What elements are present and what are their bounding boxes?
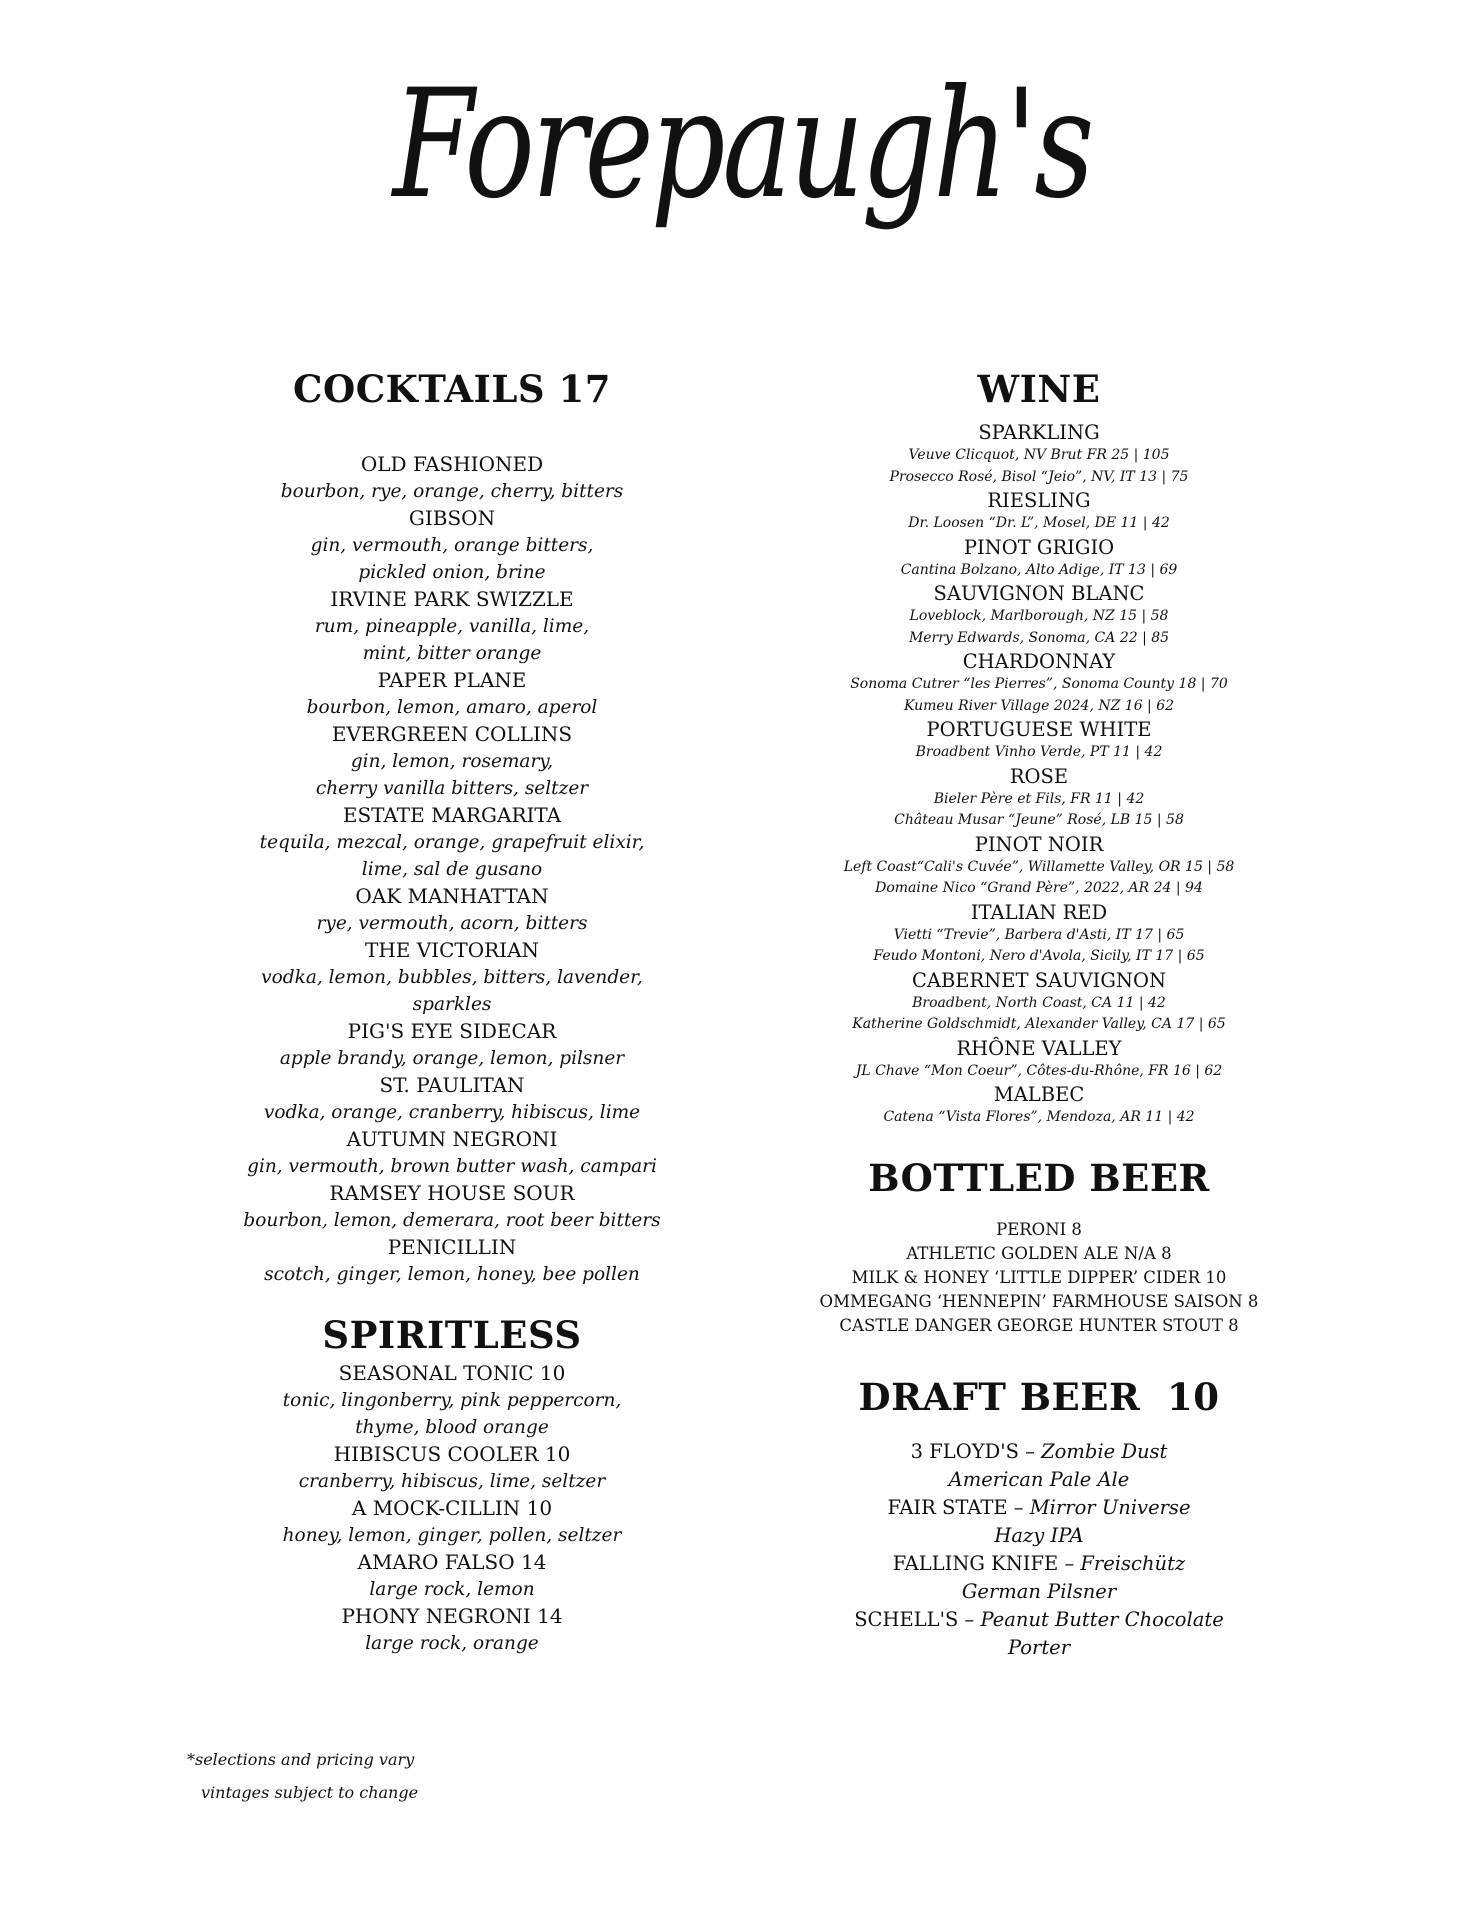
cocktails-heading: COCKTAILS 17: [293, 367, 611, 411]
spiritless-name: PHONY NEGRONI 14: [341, 1604, 563, 1628]
wine-entry: Broadbent Vinho Verde, PT 11 | 42: [915, 744, 1163, 760]
cocktail-name: PIG'S EYE SIDECAR: [347, 1019, 557, 1043]
cocktail-name: OLD FASHIONED: [360, 452, 544, 476]
wine-category-name: ROSE: [1009, 764, 1069, 788]
draft-beer-line: [817, 1494, 1261, 1522]
cocktail-ingredients: gin, vermouth, brown butter wash, campari: [247, 1156, 657, 1177]
draft-beer-name: Zombie Dust: [1041, 1439, 1168, 1463]
spiritless-ingredients: tonic, lingonberry, pink peppercorn, thyme, blood orange: [282, 1390, 622, 1438]
spiritless-item: [230, 1495, 674, 1549]
wine-category: [817, 832, 1261, 900]
wine-category: [817, 1036, 1261, 1083]
wine-entry: Loveblock, Marlborough, NZ 15 | 58: [909, 608, 1169, 624]
wine-category-name: RHÔNE VALLEY: [956, 1036, 1122, 1060]
draft-beer-line: [817, 1550, 1261, 1578]
cocktail-item: [230, 505, 674, 586]
wine-category: [817, 488, 1261, 535]
cocktail-ingredients: gin, vermouth, orange bitters, pickled onion, brine: [310, 535, 594, 583]
draft-beer-name: Freischütz: [1080, 1551, 1186, 1575]
cocktail-item: [230, 1126, 674, 1180]
cocktail-ingredients: vodka, orange, cranberry, hibiscus, lime: [263, 1102, 641, 1123]
wine-category-name: MALBEC: [993, 1083, 1085, 1106]
cocktail-ingredients: tequila, mezcal, orange, grapefruit elixir, lime, sal de gusano: [259, 832, 645, 880]
wine-entry: Kumeu River Village 2024, NZ 16 | 62: [903, 697, 1175, 714]
wine-heading: WINE: [977, 367, 1101, 411]
wine-entry: Feudo Montoni, Nero d'Avola, Sicily, IT 17 | 65: [873, 948, 1205, 964]
draft-beer-style: Porter: [1007, 1635, 1071, 1659]
cocktail-name: GIBSON: [408, 506, 496, 530]
wine-entry: Sonoma Cutrer “les Pierres”, Sonoma County 18 | 70: [850, 676, 1228, 692]
footnote-line-2: vintages subject to change: [201, 1783, 419, 1802]
wine-entry: Prosecco Rosé, Bisol “Jeio”, NV, IT 13 | 75: [889, 468, 1189, 485]
left-column: [230, 366, 674, 1657]
cocktail-name: ESTATE MARGARITA: [342, 803, 562, 827]
wine-category-name: CABERNET SAUVIGNON: [911, 968, 1167, 992]
wine-category: [817, 1082, 1261, 1129]
spiritless-ingredients: honey, lemon, ginger, pollen, seltzer: [282, 1525, 622, 1546]
draft-beer-item: [817, 1606, 1261, 1662]
spiritless-ingredients: large rock, lemon: [369, 1579, 535, 1600]
wine-category: [817, 420, 1261, 488]
draft-beer-style: German Pilsner: [961, 1579, 1117, 1603]
cocktail-name: AUTUMN NEGRONI: [346, 1127, 558, 1151]
cocktail-ingredients: rum, pineapple, vanilla, lime, mint, bitter orange: [314, 616, 590, 664]
wine-category: [817, 900, 1261, 968]
spiritless-item: [230, 1441, 674, 1495]
cocktail-name: EVERGREEN COLLINS: [331, 722, 573, 746]
wine-entry: Dr. Loosen “Dr. L”, Mosel, DE 11 | 42: [908, 515, 1170, 531]
wine-entry: Château Musar “Jeune” Rosé, LB 15 | 58: [894, 812, 1184, 828]
wine-category-name: SPARKLING: [978, 421, 1100, 444]
wine-category: [817, 717, 1261, 764]
spiritless-ingredients: large rock, orange: [365, 1633, 539, 1654]
cocktail-item: [230, 1072, 674, 1126]
right-column: [817, 366, 1261, 1662]
wine-category-name: PINOT GRIGIO: [963, 535, 1115, 559]
cocktail-ingredients: vodka, lemon, bubbles, bitters, lavender, sparkles: [261, 967, 643, 1015]
wine-entry: Catena “Vista Flores”, Mendoza, AR 11 | 42: [883, 1109, 1195, 1125]
wine-category-name: PORTUGUESE WHITE: [926, 718, 1152, 741]
draft-beer-item: [817, 1494, 1261, 1550]
cocktail-item: [230, 586, 674, 667]
wine-entry: Broadbent, North Coast, CA 11 | 42: [912, 994, 1166, 1011]
draft-beer-line: [817, 1606, 1261, 1634]
wine-category-name: CHARDONNAY: [962, 650, 1116, 673]
spiritless-heading: SPIRITLESS: [322, 1313, 582, 1357]
cocktail-ingredients: bourbon, lemon, amaro, aperol: [306, 697, 598, 718]
draft-beer-name: Peanut Butter Chocolate: [980, 1607, 1224, 1631]
spiritless-list: [230, 1360, 674, 1657]
spiritless-item: [230, 1360, 674, 1441]
cocktail-item: [230, 802, 674, 883]
spiritless-ingredients: cranberry, hibiscus, lime, seltzer: [298, 1471, 606, 1492]
spiritless-name: A MOCK-CILLIN 10: [351, 1496, 553, 1520]
cocktail-ingredients: bourbon, rye, orange, cherry, bitters: [280, 481, 624, 502]
bottled-beer-item: CASTLE DANGER GEORGE HUNTER STOUT 8: [839, 1315, 1239, 1335]
wine-entry: Domaine Nico “Grand Père”, 2022, AR 24 | 94: [875, 880, 1203, 896]
cocktail-name: PENICILLIN: [387, 1235, 517, 1259]
wine-entry: Veuve Clicquot, NV Brut FR 25 | 105: [908, 447, 1170, 463]
cocktail-ingredients: apple brandy, orange, lemon, pilsner: [279, 1048, 625, 1069]
cocktail-item: [230, 883, 674, 937]
cocktail-name: RAMSEY HOUSE SOUR: [329, 1181, 575, 1205]
wine-category-name: SAUVIGNON BLANC: [933, 582, 1145, 605]
cocktail-item: [230, 1180, 674, 1234]
cocktail-item: [230, 1018, 674, 1072]
wine-category-name: RIESLING: [987, 489, 1091, 512]
cocktail-name: IRVINE PARK SWIZZLE: [330, 587, 574, 611]
wine-category: [817, 649, 1261, 717]
bottled-beer-heading: BOTTLED BEER: [868, 1155, 1210, 1200]
cocktail-ingredients: scotch, ginger, lemon, honey, bee pollen: [264, 1264, 640, 1285]
bottled-beer-item: OMMEGANG ‘HENNEPIN’ FARMHOUSE SAISON 8: [819, 1291, 1259, 1311]
draft-beer-name: Mirror Universe: [1029, 1495, 1191, 1519]
wine-category-name: ITALIAN RED: [970, 900, 1108, 924]
spiritless-item: [230, 1603, 674, 1657]
cocktail-item: [230, 1234, 674, 1288]
wine-category-name: PINOT NOIR: [974, 832, 1104, 856]
cocktail-ingredients: rye, vermouth, acorn, bitters: [316, 913, 588, 934]
cocktail-item: [230, 667, 674, 721]
spiritless-item: [230, 1549, 674, 1603]
spiritless-name: AMARO FALSO 14: [357, 1550, 547, 1574]
bottled-beer-list: [817, 1218, 1261, 1338]
wine-entry: JL Chave “Mon Coeur”, Côtes-du-Rhône, FR 16 | 62: [855, 1062, 1223, 1079]
spiritless-name: SEASONAL TONIC 10: [338, 1361, 566, 1385]
cocktail-ingredients: gin, lemon, rosemary, cherry vanilla bitters, seltzer: [315, 751, 589, 799]
wine-entry: Left Coast“Cali's Cuvée”, Willamette Valley, OR 15 | 58: [843, 858, 1235, 875]
restaurant-logo: Forepaugh's: [392, 58, 1092, 232]
cocktail-name: ST. PAULITAN: [379, 1073, 525, 1097]
draft-beer-line: [817, 1438, 1261, 1466]
draft-brewery: FAIR STATE –: [887, 1495, 1030, 1519]
bottled-beer-item: MILK & HONEY ‘LITTLE DIPPER’ CIDER 10: [851, 1267, 1227, 1287]
draft-beer-list: [817, 1438, 1261, 1662]
draft-brewery: FALLING KNIFE –: [892, 1551, 1081, 1575]
wine-category: [817, 764, 1261, 832]
draft-brewery: 3 FLOYD'S –: [910, 1439, 1042, 1463]
wine-entry: Katherine Goldschmidt, Alexander Valley, CA 17 | 65: [852, 1016, 1226, 1032]
wine-category: [817, 535, 1261, 582]
wine-category: [817, 968, 1261, 1036]
spiritless-name: HIBISCUS COOLER 10: [333, 1442, 571, 1466]
draft-beer-heading: DRAFT BEER 10: [858, 1374, 1220, 1419]
wine-entry: Vietti “Trevie”, Barbera d'Asti, IT 17 | 65: [893, 926, 1185, 943]
cocktail-item: [230, 937, 674, 1018]
cocktail-name: THE VICTORIAN: [364, 938, 540, 962]
draft-brewery: SCHELL'S –: [854, 1607, 981, 1631]
wine-list: [817, 420, 1261, 1129]
wine-entry: Cantina Bolzano, Alto Adige, IT 13 | 69: [900, 561, 1178, 578]
cocktail-ingredients: bourbon, lemon, demerara, root beer bitters: [243, 1210, 661, 1231]
draft-beer-item: [817, 1550, 1261, 1606]
bottled-beer-item: ATHLETIC GOLDEN ALE N/A 8: [906, 1243, 1172, 1263]
footnote: [187, 1743, 418, 1809]
wine-entry: Bieler Père et Fils, FR 11 | 42: [933, 790, 1145, 807]
wine-category: [817, 581, 1261, 649]
wine-entry: Merry Edwards, Sonoma, CA 22 | 85: [908, 629, 1170, 646]
cocktail-item: [230, 451, 674, 505]
footnote-line-1: *selections and pricing vary: [187, 1750, 415, 1769]
bottled-beer-item: PERONI 8: [996, 1219, 1082, 1239]
draft-beer-style: American Pale Ale: [948, 1467, 1130, 1491]
draft-beer-item: [817, 1438, 1261, 1494]
draft-beer-style: Hazy IPA: [994, 1523, 1084, 1547]
cocktail-item: [230, 721, 674, 802]
cocktails-list: [230, 451, 674, 1288]
cocktail-name: PAPER PLANE: [377, 668, 527, 692]
cocktail-name: OAK MANHATTAN: [355, 884, 549, 908]
